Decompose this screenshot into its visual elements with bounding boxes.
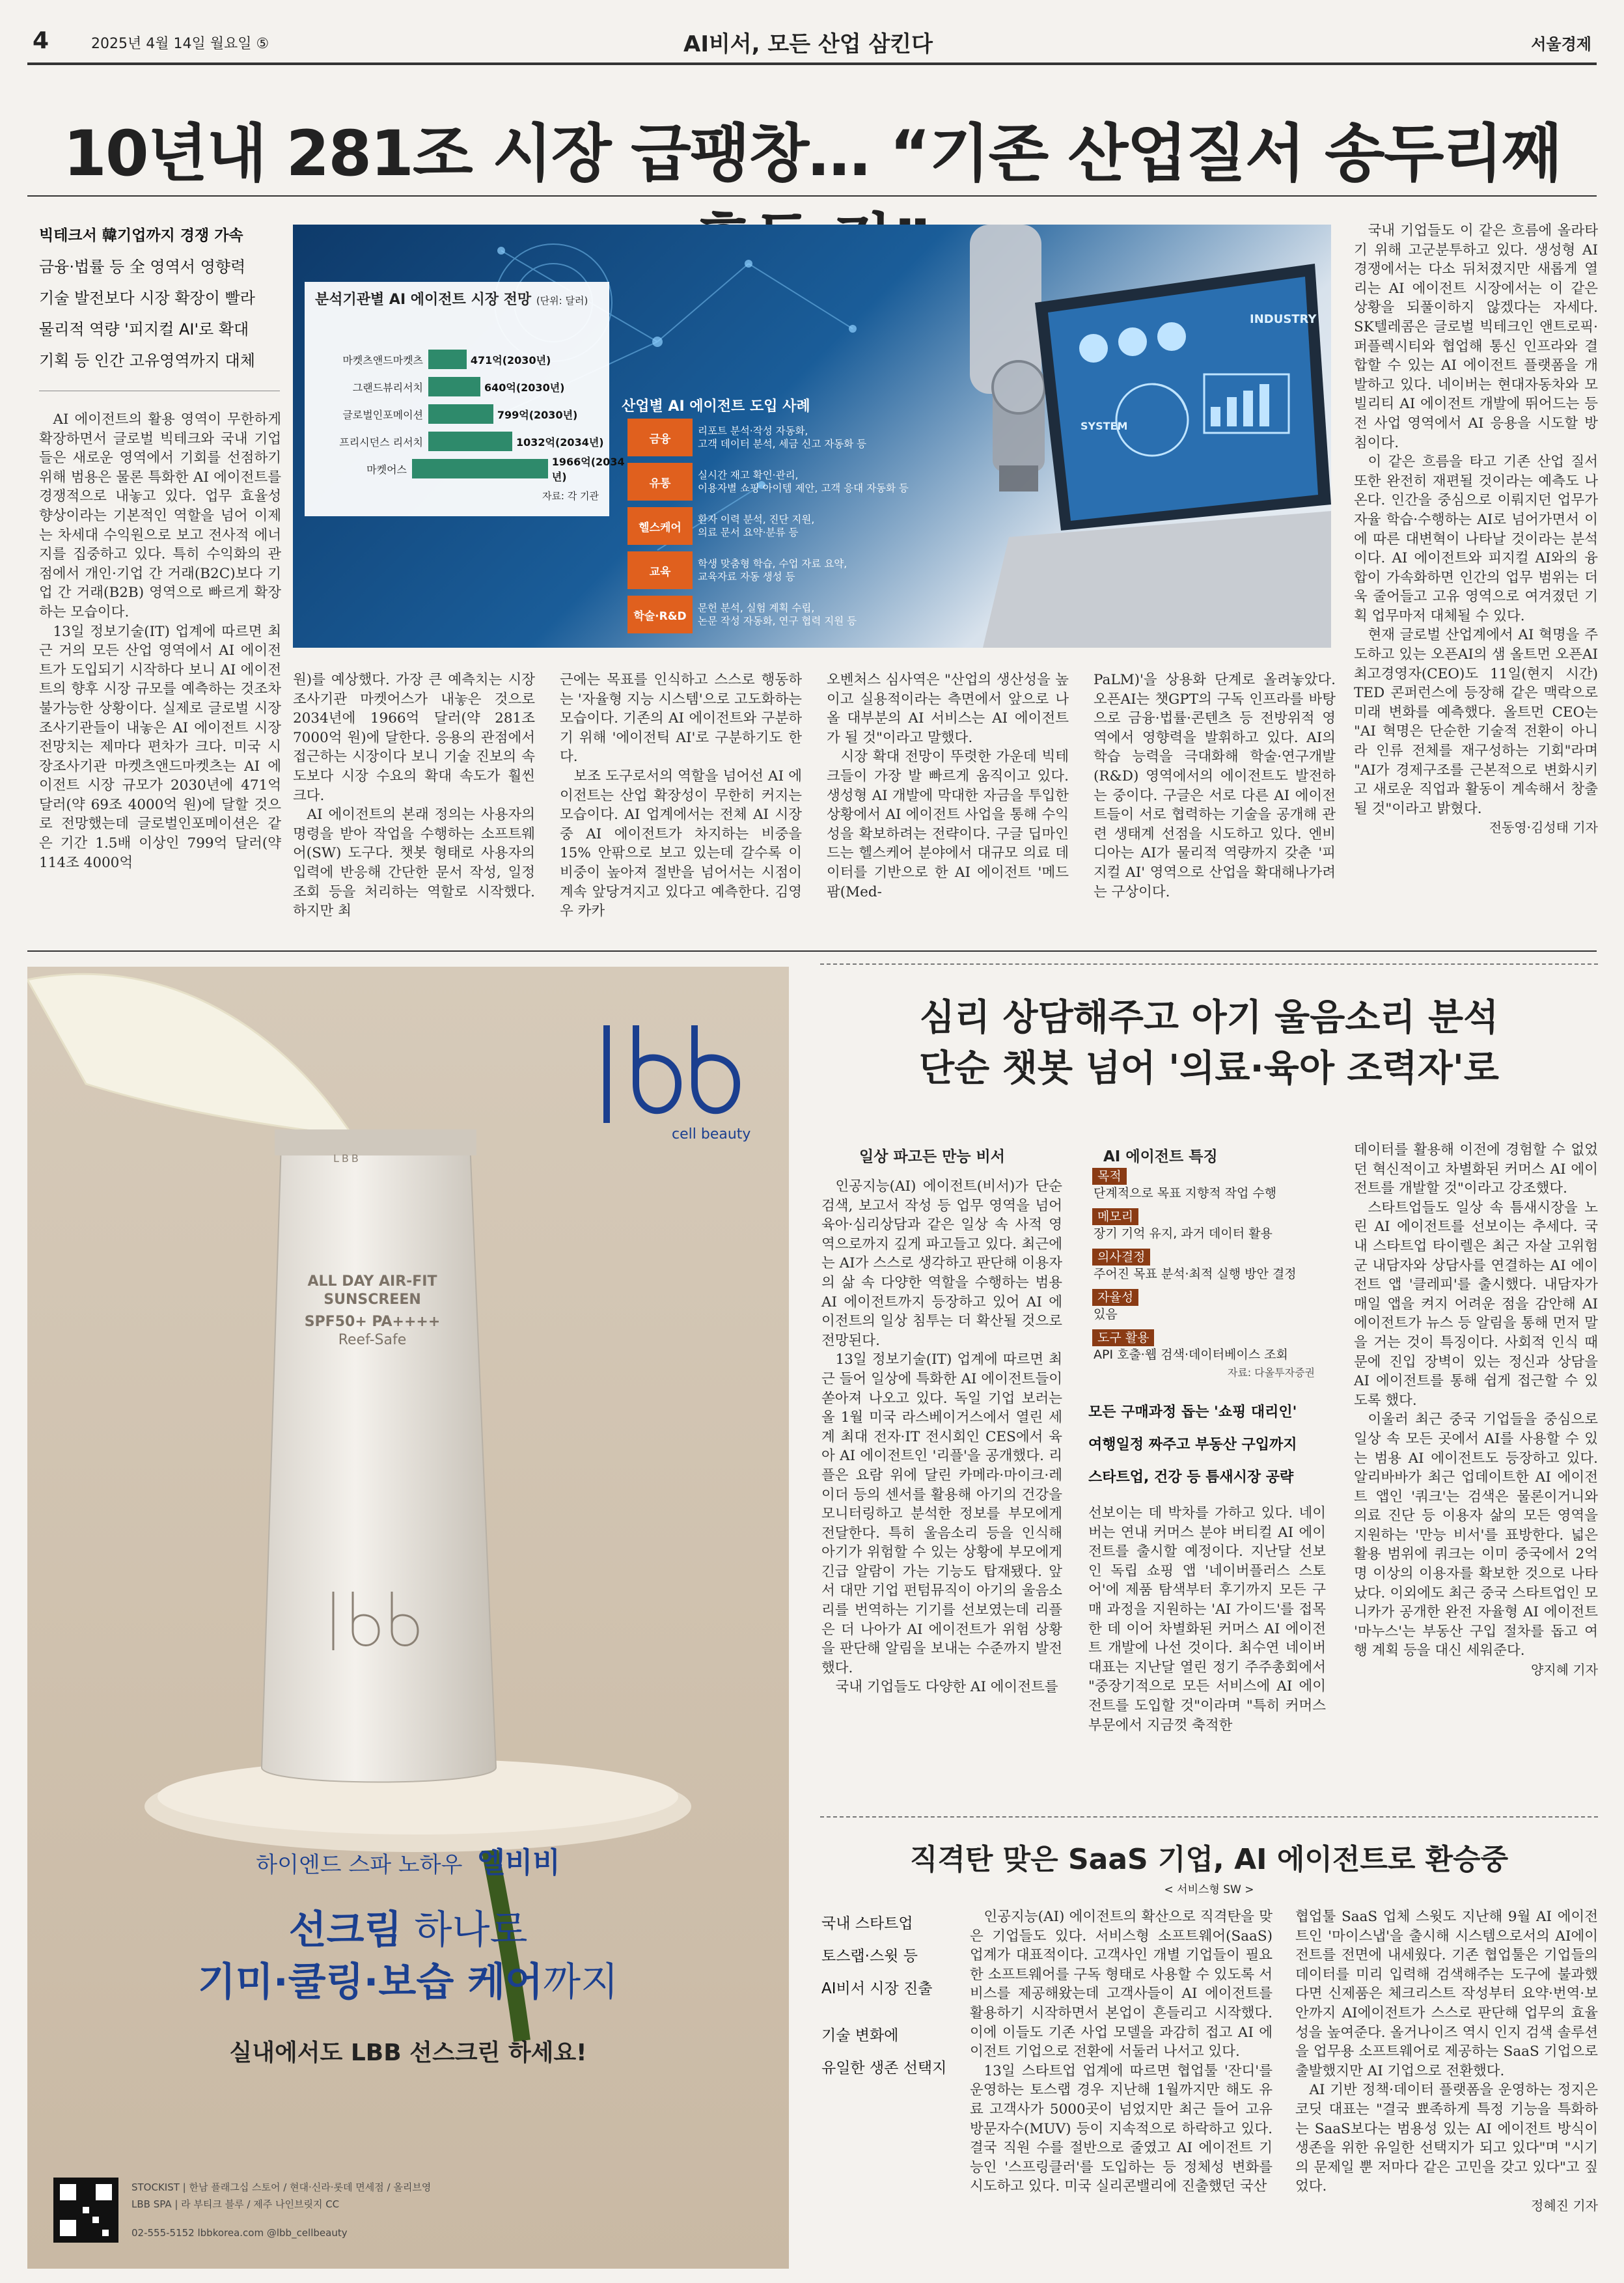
features-box [1087, 1141, 1321, 1388]
paragraph: 근에는 목표를 인식하고 스스로 행동하는 '자율형 지능 시스템'으로 고도화하는 모습이다. 기존의 AI 에이전트와 구분하기 위해 '에이전틱 AI'로 구분하기도 한다. [560, 672, 802, 766]
screen-label-system: SYSTEM [1080, 420, 1128, 432]
market-forecast-source: 자료: 각 기관 [542, 490, 599, 502]
article3-subhead: 유일한 생존 선택지 [821, 2060, 947, 2077]
industry-desc: 리포트 분석·작성 자동화, 고객 데이터 분석, 세금 신고 자동화 등 [698, 425, 867, 450]
feature-tag: 의사결정 [1092, 1249, 1150, 1266]
issue-date [91, 33, 269, 53]
industry-tag: 교육 [627, 551, 693, 589]
feature-desc: 장기 기억 유지, 과거 데이터 활용 [1094, 1226, 1273, 1241]
article3-subhead: 국내 스타트업 [821, 1915, 913, 1932]
bar-value-label: 1032억(2034년) [516, 436, 604, 449]
article2-kicker: 일상 파고든 만능 비서 [859, 1148, 1005, 1165]
industry-tag: 금융 [627, 419, 693, 456]
feature-tag: 메모리 [1092, 1208, 1138, 1225]
bar [428, 350, 467, 369]
paragraph: 협업툴 SaaS 업체 스윗도 지난해 9월 AI 에이전트인 '마이스냅'을 출시해 시스템으로서의 AI에이전트를 전면에 내세웠다. 기존 협업툴은 기업들의 데이터를 미리 입력해 검색해주는 도구에 불과했다면 신제품은 체크리스트 작성부터 요약·번역·보안까지 AI에이전트가 스스로 판단해 업무의 효율성을 높여준다. 올거나이즈 역시 인지 검색 솔루션을 업무용 소프트웨어로 제공하는 SaaS 기업으로 출발했지만 AI 기업으로 전환했다. [1295, 1909, 1598, 2079]
bar-category-label: 글로벌인포메이션 [342, 408, 423, 421]
article3-subhead: 토스랩·스윗 등 [821, 1948, 918, 1965]
article3-top-rule [820, 1816, 1598, 1818]
product-label [288, 1273, 457, 1349]
industry-desc: 문헌 분석, 실험 계획 수립, 논문 작성 자동화, 연구 협력 지원 등 [698, 602, 857, 627]
industry-row [627, 463, 909, 501]
ad-contact: 02-555-5152 lbbkorea.com @lbb_cellbeauty [131, 2227, 348, 2239]
market-bar-chart [305, 347, 625, 484]
paragraph: 보조 도구로서의 역할을 넘어선 AI 에이전트는 산업 확장성이 무한히 커지는 모습이다. AI 업계에서는 전체 AI 시장 중 AI 에이전트가 차지하는 비중을 15% 안팎으로 보고 있는데 갈수록 이 비중이 높아져 절반을 넘어서는 시점이 계속 앞당겨지고 있다고 예측한다. 김영우 카카 [560, 768, 802, 920]
robot-arm-graphic [970, 225, 1045, 491]
paragraph: 13일 정보기술(IT) 업계에 따르면 최근 들어 일상에 특화한 AI 에이전트들이 쏟아져 나오고 있다. 독일 기업 보러는 올 1월 미국 라스베이거스에서 열린 세계 최대 전자·IT 전시회인 CES에서 육아 AI 에이전트인 '리플'을 공개했다. 리플은 요람 위에 달린 카메라·마이크·레이더 등의 센서를 활용해 아기의 건강을 모니터링하고 분석한 정보를 부모에게 전달한다. 특히 울음소리 등을 인식해 아기가 위험할 수 있는 상황에 부모에게 긴급 알람이 가는 기능도 탑재됐다. 앞서 대만 기업 펀텀뮤직이 아기의 울음소리를 번역하는 기기를 선보였는데 리플은 더 나아가 AI 에이전트가 위험 상황을 판단해 알림을 보내는 수준까지 발전했다. [821, 1351, 1062, 1676]
market-forecast-panel [305, 282, 625, 516]
brand-subtitle: cell beauty [672, 1126, 751, 1142]
article2-subhead: 스타트업, 건강 등 틈새시장 공략 [1088, 1469, 1294, 1486]
article3-byline: 정혜진 기자 [1531, 2197, 1598, 2213]
paragraph: 13일 스타트업 업계에 따르면 협업툴 '잔디'를 운영하는 토스랩 경우 지난해 1월까지만 해도 유료 고객사가 5000곳이 넘었지만 최근 들어 고유방문자수(MUV) 등이 지속적으로 하락하고 있다. 결국 직원 수를 절반으로 줄였고 AI 에이전트 기능인 '스프링클러'를 도입하는 등 정체성 변화를 시도하고 있다. 미국 실리콘밸리에 진출했던 국산 [970, 2062, 1273, 2195]
product-reef: Reef-Safe [338, 1332, 407, 1348]
industry-tag: 학술·R&D [627, 596, 693, 633]
article3-tag: < 서비스형 SW > [1164, 1883, 1254, 1896]
bar [428, 404, 493, 424]
industry-row [627, 551, 847, 589]
article2-column-2 [1088, 1504, 1326, 1735]
bar [412, 459, 548, 478]
industry-row [627, 596, 857, 633]
bar-value-label: 799억(2030년) [497, 408, 578, 421]
headline1-strong: 선크림 [288, 1907, 402, 1953]
issue-date-text: 2025년 4월 14일 월요일 [91, 36, 252, 52]
market-forecast-title [315, 291, 601, 310]
tube-cap-text: LBB [333, 1152, 361, 1165]
main-column-1 [39, 410, 281, 872]
article2-headline-line2: 단순 챗봇 넘어 '의료·육아 조력자'로 [919, 1047, 1499, 1090]
main-subhead: 금융·법률 등 全 영역서 영향력 [39, 258, 246, 276]
feature-tag: 자율성 [1092, 1289, 1138, 1306]
paragraph: 이울러 최근 중국 기업들을 중심으로 일상 속 모든 곳에서 AI를 사용할 수 있는 범용 AI 에이전트도 등장하고 있다. 알리바바가 최근 업데이트한 AI 에이전트 앱인 '쿼크'는 검색은 물론이거니와 의료 진단 등 이용자 삶의 모든 영역을 지원하는 '만능 비서'를 표방한다. 넓은 활용 범위에 쿼크는 이미 중국에서 2억 명 이상의 이용자를 확보한 것으로 나타났다. 이외에도 최근 중국 스타트업인 모니카가 공개한 완전 자율형 AI 에이전트 '마누스'는 부동산 구입 절차를 돕고 여행 계획 등을 대신 세워준다. [1354, 1411, 1598, 1659]
bar-value-label: 640억(2030년) [484, 381, 565, 394]
lbb-sunscreen-ad [27, 967, 789, 2269]
ad-illustration [27, 967, 789, 2269]
bar-category-label: 프리시던스 리서치 [339, 436, 423, 449]
feature-desc: 주어진 목표 분석·최적 실행 방안 결정 [1094, 1267, 1297, 1281]
article-divider [27, 950, 1597, 952]
tube-crimp [275, 1129, 476, 1155]
screen-label-industry: INDUSTRY [1250, 312, 1317, 326]
product-name: ALL DAY AIR-FIT SUNSCREEN [307, 1273, 437, 1308]
tagline-brand: 엘비비 [477, 1846, 560, 1879]
article2-column-1 [821, 1177, 1062, 1697]
header-rule [27, 62, 1597, 65]
feature-desc: API 호출·웹 검색·데이터베이스 조회 [1094, 1348, 1288, 1362]
main-column-6 [1354, 221, 1598, 838]
adoption-list [618, 419, 957, 640]
ad-footer [131, 2179, 431, 2241]
paragraph: 원)를 예상했다. 가장 큰 예측치는 시장조사기관 마켓어스가 내놓은 것으로 2034년에 1966억 달러(약 281조 7000억 원)에 달한다. 응용의 관점에서 접근하는 시장이다 보니 기술 진보의 속도보다 시장 수요의 확대 속도가 훨씬 크다. [293, 672, 535, 804]
main-byline: 전동영·김성태 기자 [1489, 820, 1598, 836]
paragraph: 국내 기업들도 이 같은 흐름에 올라타기 위해 고군분투하고 있다. 생성형 AI 경쟁에서는 다소 뒤처졌지만 새롭게 열리는 AI 에이전트 시장에서는 이 같은 상황을 되풀이하지 않겠다는 자세다. SK텔레콤은 글로벌 빅테크인 앤트로픽·퍼플렉시티와 협업해 통신 인프라와 결합할 수 있는 AI 에이전트 플랫폼을 개발하고 있다. 네이버는 현대자동차와 모빌리티 AI 에이전트 개발에 뛰어드는 등 전 사업 영역에서 AI 응용을 시도할 방침이다. [1354, 223, 1598, 451]
paragraph: 현재 글로벌 산업계에서 AI 혁명을 주도하고 있는 오픈AI의 샘 올트먼 오픈AI 최고경영자(CEO)도 11일(현지 시간) TED 콘퍼런스에 등장해 같은 맥락으로 미래 변화를 예측했다. 올트먼 CEO는 "AI 혁명은 단순한 기술적 전환이 아니라 인류 전체를 재구성하는 기회"라며 "AI가 경제구조를 근본적으로 변화시키고 새로운 직업과 활동이 계속해서 창출될 것"이라고 밝혔다. [1354, 627, 1598, 817]
adoption-title: 산업별 AI 에이전트 도입 사례 [622, 398, 810, 415]
sunscreen-tube [262, 1142, 496, 1782]
bar-category-label: 마켓츠앤드마켓츠 [342, 353, 423, 367]
article2-subheads [1088, 1396, 1323, 1494]
main-column-5 [1094, 671, 1336, 902]
section-title: AI비서, 모든 산업 삼킨다 [683, 31, 933, 57]
main-subhead: 기획 등 인간 고유영역까지 대체 [39, 352, 255, 370]
feature-tag: 도구 활용 [1092, 1329, 1154, 1346]
market-forecast-unit: (단위: 달러) [536, 295, 588, 307]
headline1-rest: 하나로 [402, 1907, 528, 1953]
article2-subhead: 모든 구매과정 돕는 '쇼핑 대리인' [1088, 1404, 1297, 1420]
product-spf: SPF50+ PA++++ [304, 1314, 441, 1330]
article3-headline: 직격탄 맞은 SaaS 기업, AI 에이전트로 환승중 [909, 1843, 1509, 1876]
paragraph: 시장 확대 전망이 뚜렷한 가운데 빅테크들이 가장 발 빠르게 움직이고 있다. 생성형 AI 개발에 막대한 자금을 투입한 상황에서 AI 에이전트 사업을 통해 수익성을 확보하려는 전략이다. 구글 딥마인드는 헬스케어 분야에서 대규모 의료 데이터를 기반으로 한 AI 에이전트 '메드팜(Med- [827, 749, 1069, 900]
main-kicker: 빅테크서 韓기업까지 경쟁 가속 [39, 227, 243, 244]
industry-tag: 헬스케어 [627, 507, 693, 545]
headline2-rest: 까지 [543, 1959, 619, 2005]
ad-stockist: STOCKIST | 한남 플래그십 스토어 / 현대·신라·롯데 면세점 / 올리브영 [131, 2181, 432, 2193]
article3-subhead: AI비서 시장 진출 [821, 1980, 933, 1997]
article2-headline-line1: 심리 상담해주고 아기 울음소리 분석 [919, 997, 1499, 1039]
ad-subline: 실내에서도 LBB 선스크린 하세요! [229, 2040, 587, 2066]
ai-agent-infographic [293, 225, 1331, 648]
ad-headline [27, 1904, 789, 2008]
bar [428, 377, 480, 396]
article2-headline [820, 993, 1598, 1094]
industry-desc: 실시간 재고 확인·관리, 이용자별 쇼핑 아이템 제안, 고객 응대 자동화 등 [698, 469, 909, 494]
issue-mark: ⑤ [256, 36, 269, 52]
bar-value-label: 1966억(2034년) [551, 456, 625, 483]
main-column-2 [293, 671, 535, 921]
paragraph: 선보이는 데 박차를 가하고 있다. 네이버는 연내 커머스 분야 버티컬 AI 에이전트를 출시할 예정이다. 지난달 선보인 독립 쇼핑 앱 '네이버플러스 스토어'에 제품 탐색부터 후기까지 모든 구매 과정을 지원하는 'AI 가이드'를 접목한 데 이어 차별화된 커머스 AI 에이전트 개발에 나선 것이다. 최수연 네이버 대표는 지난달 열린 정기 주주총회에서 "중장기적으로 모든 서비스에 AI 에이전트를 도입할 것"이라며 "특히 커머스 부문에서 지금껏 축적한 [1088, 1505, 1326, 1734]
article2-byline: 양지혜 기자 [1531, 1662, 1598, 1678]
bar-row [318, 456, 626, 481]
industry-desc: 학생 맞춤형 학습, 수업 자료 요약, 교육자료 자동 생성 등 [698, 558, 847, 583]
feature-desc: 있음 [1094, 1307, 1118, 1321]
bar-value-label: 471억(2030년) [470, 353, 551, 367]
paragraph: AI 에이전트의 본래 정의는 사용자의 명령을 받아 작업을 수행하는 소프트웨어(SW) 도구다. 챗봇 형태로 사용자의 입력에 반응해 간단한 문서 작성, 일정 조회 등을 처리하는 역할로 시작했다. 하지만 최 [293, 807, 535, 920]
headline2-strong: 기미·쿨링·보습 케어 [197, 1959, 544, 2005]
industry-row [627, 507, 814, 545]
ad-tagline [27, 1839, 789, 1881]
newspaper-name: 서울경제 [1531, 35, 1591, 53]
article2-top-rule [820, 963, 1598, 965]
paragraph: 이 같은 흐름을 타고 기존 산업 질서 또한 완전히 재편될 것이라는 예측도 나온다. 인간을 중심으로 이뤄지던 업무가 자율 학습·수행하는 AI로 넘어가면서 이에 따른 대변혁이 나타날 것이라는 분석이다. AI 에이전트와 피지컬 AI와의 융합이 가속화하면 인간의 업무 범위는 더욱 줄어들고 고유 영역으로 여겨졌던 기획 업무마저 대체될 수 있다. [1354, 454, 1598, 624]
market-forecast-title-text: 분석기관별 AI 에이전트 시장 전망 [315, 292, 532, 308]
main-column-3 [560, 671, 802, 921]
main-subhead: 기술 발전보다 시장 확장이 빨라 [39, 289, 255, 307]
paragraph: 인공지능(AI) 에이전트(비서)가 단순 검색, 보고서 작성 등 업무 영역을 넘어 육아·심리상담과 같은 일상 속 사적 영역으로까지 깊게 파고들고 있다. 최근에는 AI가 스스로 생각하고 판단해 이용자의 삶 속 다양한 역할을 수행하는 범용 AI 에이전트까지 등장하고 있어 AI 에이전트의 일상 침투는 더 확산될 것으로 전망된다. [821, 1178, 1062, 1349]
page-number: 4 [33, 27, 49, 54]
article2-subhead: 여행일정 짜주고 부동산 구입까지 [1088, 1437, 1297, 1453]
paragraph: 국내 기업들도 다양한 AI 에이전트를 [835, 1679, 1058, 1696]
bar [428, 432, 512, 451]
main-headline: 10년내 281조 시장 급팽창… “기존 산업질서 송두리째 [63, 117, 1561, 190]
paragraph: 13일 정보기술(IT) 업계에 따르면 최근 거의 모든 산업 영역에서 AI 에이전트가 도입되기 시작하다 보니 AI 에이전트의 향후 시장 규모를 예측하는 것조차 불가능한 상황이다. 실제로 글로벌 시장조사기관들이 내놓은 AI 에이전트 시장 전망치는 제마다 편차가 크다. 미국 시장조사기관 마켓츠앤드마켓츠는 AI 에이전트 시장 규모가 2030년에 471억 달러(약 69조 4000억 원)에 달할 것으로 전망했는데 글로벌인포메이션은 같은 기간 1.5배 이상인 799억 달러(약 114조 4000억 [39, 623, 281, 871]
main-column-4 [827, 671, 1069, 902]
paragraph: 오벤처스 심사역은 "산업의 생산성을 높이고 실용적이라는 측면에서 앞으로 나올 대부분의 AI 서비스는 AI 에이전트가 될 것"이라고 말했다. [827, 672, 1069, 746]
article3-column-2 [1295, 1907, 1598, 2216]
bar-row [318, 347, 551, 372]
main-subheads [39, 220, 280, 376]
industry-row [627, 419, 866, 456]
ad-spa: LBB SPA | 라 부티크 블루 / 제주 나인브릿지 CC [131, 2198, 340, 2210]
article2-column-3 [1354, 1141, 1598, 1680]
feature-desc: 단계적으로 목표 지향적 작업 수행 [1094, 1186, 1277, 1200]
article3-subhead: 기술 변화에 [821, 2027, 899, 2044]
paragraph: PaLM)'을 상용화 단계로 올려놓았다. 오픈AI는 챗GPT의 구독 인프라를 바탕으로 금융·법률·콘텐츠 등 전방위적 영역에서 영향력을 발휘하고 있다. AI의 학습 능력을 극대화해 학술·연구개발(R&D) 영역에서의 에이전트도 발전하는 중이다. 구글은 서로 다른 AI 에이전트들이 서로 협력하는 기술을 공개해 관련 생태계 선점을 시도하고 있다. 엔비디아는 AI가 물리적 역량까지 갖춘 '피지컬 AI' 영역으로 산업을 확대해나가려는 구상이다. [1094, 672, 1336, 900]
main-subhead: 물리적 역량 '피지컬 AI'로 확대 [39, 320, 249, 339]
article3-column-1 [970, 1907, 1273, 2196]
tagline-prefix: 하이엔드 스파 노하우 [256, 1852, 463, 1878]
paragraph: 스타트업들도 일상 속 틈새시장을 노린 AI 에이전트를 선보이는 추세다. 국내 스타트업 타이렐은 최근 자살 고위험군 내담자와 상담사를 연결하는 AI 에이전트 앱 '클레피'를 출시했다. 내담자가 매일 앱을 켜지 어려운 점을 감안해 AI 에이전트가 뉴스 등 알림을 통해 먼저 말을 거는 것이 특징이다. 사회적 인식 때문에 진입 장벽이 있는 정신과 상담을 AI 에이전트를 통해 쉽게 접근할 수 있도록 했다. [1354, 1199, 1598, 1409]
bar-row [318, 374, 564, 399]
features-title: AI 에이전트 특징 [1103, 1148, 1218, 1165]
industry-desc: 환자 이력 분석, 진단 지원, 의료 문서 요약·분류 등 [698, 514, 815, 538]
paragraph: AI 기반 정책·데이터 플랫폼을 운영하는 정지은 코딧 대표는 "결국 뾰족하게 특정 기능을 특화하는 SaaS보다는 범용성 있는 AI 에이전트 방식이 생존을 위한 유일한 선택지가 되고 있다"며 "시기의 문제일 뿐 저마다 같은 고민을 갖고 있다"고 짚었다. [1295, 2082, 1598, 2195]
paragraph: AI 에이전트의 활용 영역이 무한하게 확장하면서 글로벌 빅테크와 국내 기업들은 새로운 영역에서 기회를 선점하기 위해 범용은 물론 특화한 AI 에이전트를 경쟁적으로 내놓고 있다. 업무 효율성 향상이라는 기본적인 역할을 넘어 이제는 차세대 수익원으로 보고 전사적 에너지를 집중하고 있다. 특히 수익화의 관점에서 개인·기업 간 거래(B2C)보다 기업 간 거래(B2B) 영역으로 빠르게 확장하는 모습이다. [39, 411, 281, 620]
features-source: 자료: 다올투자증권 [1227, 1366, 1315, 1379]
bar-category-label: 그랜드뷰리서치 [352, 381, 423, 394]
bar-category-label: 마켓어스 [366, 463, 407, 476]
headline-rule [27, 195, 1597, 197]
article3-subheads [821, 1907, 958, 2084]
paragraph: 인공지능(AI) 에이전트의 확산으로 직격탄을 맞은 기업들도 있다. 서비스형 소프트웨어(SaaS) 업계가 대표적이다. 고객사인 개별 기업들이 필요한 소프트웨어를 구독 형태로 사용할 수 있도록 서비스를 제공해왔는데 고객사들이 AI 에이전트를 활용하기 시작하면서 본업이 흔들리고 시작했다. 이에 이들도 기존 사업 모델을 과감히 접고 AI 에이전트 기업으로 전환에 서둘러 나서고 있다. [970, 1909, 1273, 2060]
paragraph: 데이터를 활용해 이전에 경험할 수 없었던 혁신적이고 차별화된 커머스 AI 에이전트를 개발할 것"이라고 강조했다. [1354, 1142, 1598, 1197]
bar-row [318, 402, 577, 426]
industry-tag: 유통 [627, 463, 693, 501]
feature-tag: 목적 [1092, 1168, 1127, 1185]
bar-row [318, 429, 604, 454]
